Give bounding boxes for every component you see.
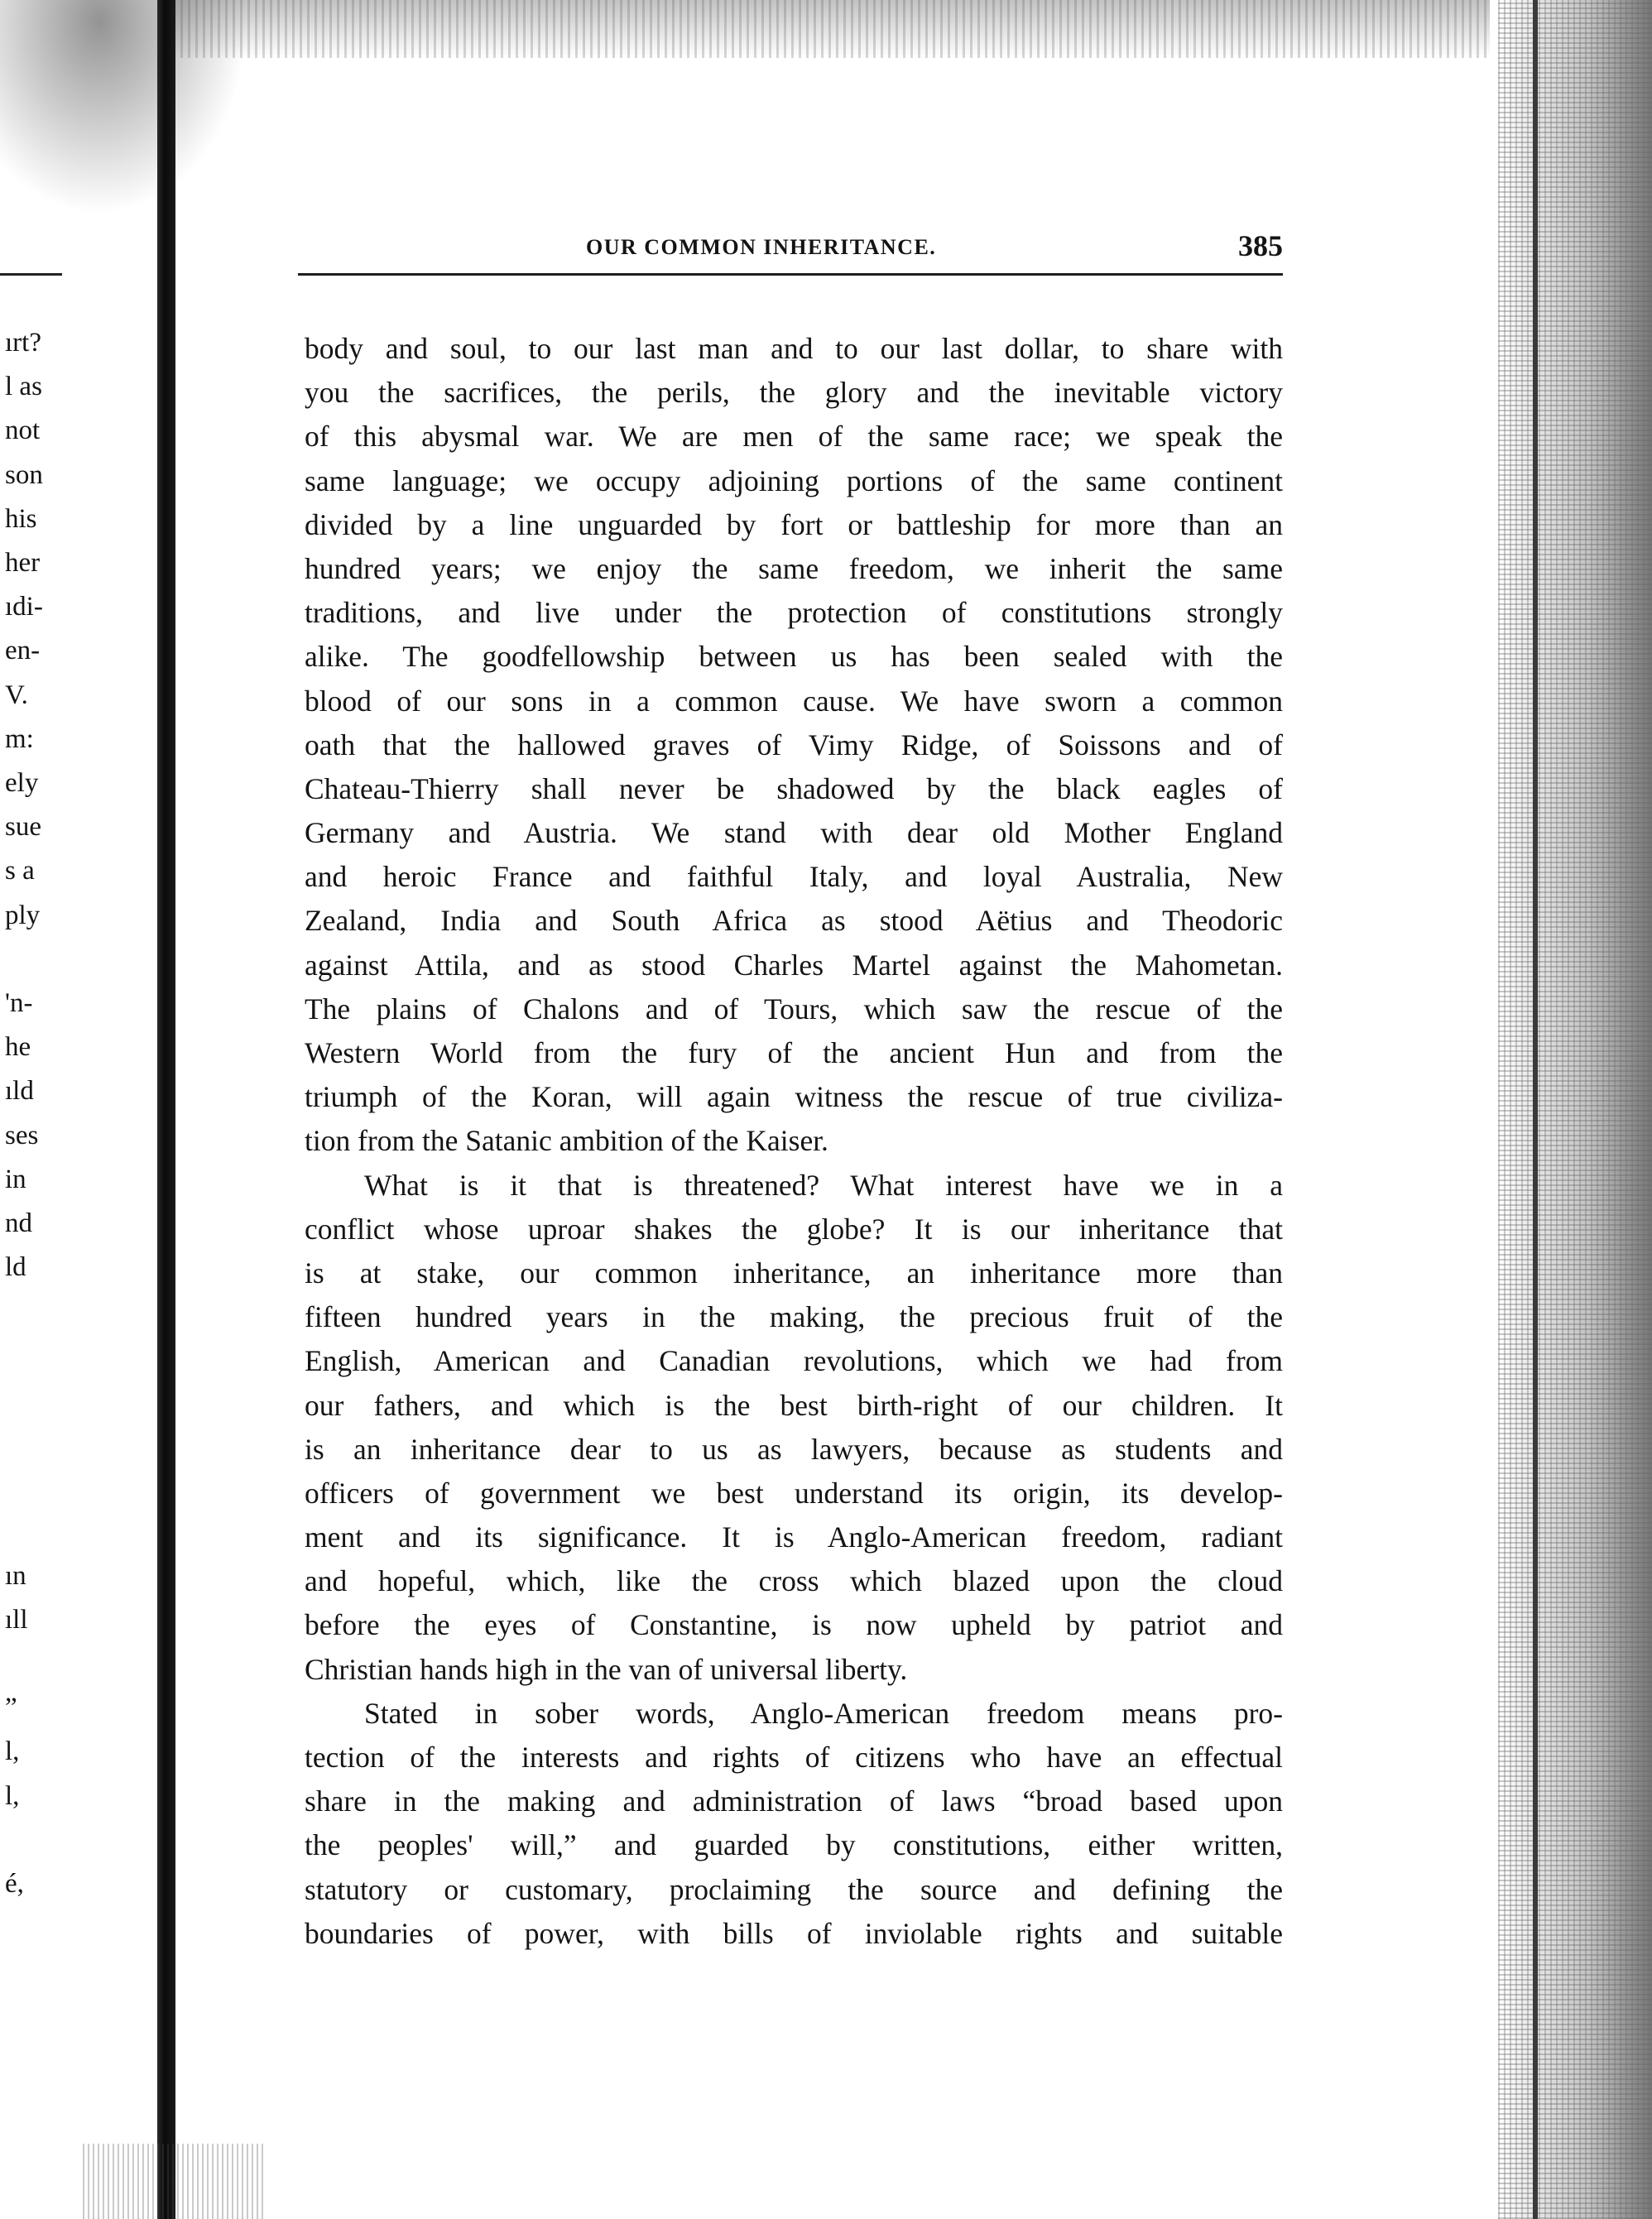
text-line: and heroic France and faithful Italy, and loyal Australia, New — [305, 860, 1283, 894]
facing-page-fragment: ses — [5, 1120, 39, 1150]
facing-page-fragment: l, — [5, 1780, 20, 1811]
facing-page-fragment: 'n- — [5, 988, 33, 1018]
facing-page-fragment: V. — [5, 680, 28, 710]
facing-page-rule — [0, 273, 62, 276]
facing-page-fragment: her — [5, 548, 41, 578]
facing-page-fragment: l, — [5, 1736, 20, 1767]
text-line: before the eyes of Constantine, is now upheld by patriot and — [305, 1608, 1283, 1642]
text-line: share in the making and administration of laws “broad based upon — [305, 1784, 1283, 1818]
facing-page-fragment: nd — [5, 1208, 32, 1238]
running-title: OUR COMMON INHERITANCE. — [586, 235, 937, 259]
text-line: the peoples' will,” and guarded by constitutions, either written, — [305, 1828, 1283, 1862]
text-line: Chateau-Thierry shall never be shadowed by the black eagles of — [305, 771, 1283, 805]
text-line: oath that the hallowed graves of Vimy Ridge, of Soissons and of — [305, 728, 1283, 761]
text-line: ment and its significance. It is Anglo-American freedom, radiant — [305, 1520, 1283, 1554]
facing-page-fragment: ıdi- — [5, 592, 43, 622]
scan-edge-line — [1533, 0, 1538, 2219]
facing-page-fragment: sue — [5, 812, 41, 843]
text-line: traditions, and live under the protection of constitutions strongly — [305, 596, 1283, 630]
text-line: The plains of Chalons and of Tours, which saw the rescue of the — [305, 992, 1283, 1025]
text-line: Western World from the fury of the ancient Hun and from the — [305, 1036, 1283, 1069]
facing-page-fragment: in — [5, 1164, 26, 1194]
facing-page-fragment: m: — [5, 723, 34, 754]
text-line: is at stake, our common inheritance, an inheritance more than — [305, 1256, 1283, 1290]
text-line: Stated in sober words, Anglo-American freedom means pro- — [364, 1696, 1283, 1730]
scan-noise-top — [166, 0, 1490, 58]
facing-page-fragment: é, — [5, 1869, 24, 1899]
text-line: officers of government we best understand its origin, its develop- — [305, 1476, 1283, 1510]
header-rule — [298, 273, 1283, 276]
text-line: you the sacrifices, the perils, the glory and the inevitable victory — [305, 376, 1283, 410]
facing-page-fragment: son — [5, 459, 43, 490]
text-line: our fathers, and which is the best birth-right of our children. It — [305, 1388, 1283, 1422]
text-line: conflict whose uproar shakes the globe? It is our inheritance that — [305, 1212, 1283, 1246]
text-line: Christian hands high in the van of universal liberty. — [305, 1652, 908, 1686]
facing-page-fragment: ” — [5, 1693, 17, 1723]
facing-page-fragment: ely — [5, 768, 39, 798]
text-line: boundaries of power, with bills of inviolable rights and suitable — [305, 1916, 1283, 1950]
facing-page-fragment: s a — [5, 856, 35, 886]
body-text — [305, 327, 1283, 1956]
page-header — [298, 228, 1283, 270]
facing-page-fragment: ply — [5, 900, 41, 930]
text-line: is an inheritance dear to us as lawyers, because as students and — [305, 1432, 1283, 1466]
facing-page-fragment: l as — [5, 372, 42, 402]
facing-page-fragment: ın — [5, 1560, 26, 1591]
text-line: fifteen hundred years in the making, the precious fruit of the — [305, 1300, 1283, 1334]
facing-page-fragment: his — [5, 503, 37, 534]
facing-page-fragment: ld — [5, 1252, 26, 1283]
text-line: tection of the interests and rights of citizens who have an effectual — [305, 1741, 1283, 1774]
paragraph — [305, 1164, 1283, 1692]
paragraph — [305, 327, 1283, 1164]
text-line: blood of our sons in a common cause. We have sworn a common — [305, 684, 1283, 718]
text-line: triumph of the Koran, will again witness the rescue of true civiliza- — [305, 1080, 1283, 1114]
facing-page-fragment: ıll — [5, 1604, 28, 1635]
text-line: alike. The goodfellowship between us has been sealed with the — [305, 640, 1283, 674]
text-line: of this abysmal war. We are men of the same race; we speak the — [305, 420, 1283, 454]
text-line: Germany and Austria. We stand with dear old Mother England — [305, 816, 1283, 850]
facing-page-fragment: he — [5, 1032, 31, 1063]
text-line: same language; we occupy adjoining portions of the same continent — [305, 463, 1283, 497]
text-line: English, American and Canadian revolutions, which we had from — [305, 1344, 1283, 1378]
facing-page-fragment: not — [5, 415, 41, 446]
paragraph — [305, 1692, 1283, 1956]
facing-page-fragment: en- — [5, 636, 41, 666]
text-line: Zealand, India and South Africa as stood Aëtius and Theodoric — [305, 904, 1283, 938]
page-number: 385 — [1238, 229, 1283, 262]
text-line: hundred years; we enjoy the same freedom, we inherit the same — [305, 551, 1283, 585]
text-line: against Attila, and as stood Charles Martel against the Mahometan. — [305, 948, 1283, 982]
text-line: statutory or customary, proclaiming the source and defining the — [305, 1872, 1283, 1906]
book-gutter — [157, 0, 175, 2219]
text-line: divided by a line unguarded by fort or battleship for more than an — [305, 507, 1283, 541]
text-line: What is it that is threatened? What interest have we in a — [364, 1168, 1283, 1202]
scan-page-edge-right — [1498, 0, 1652, 2219]
facing-page-fragment: ırt? — [5, 328, 41, 358]
facing-page-fragment: ıld — [5, 1076, 34, 1107]
text-line: body and soul, to our last man and to our last dollar, to share with — [305, 332, 1283, 365]
scan-noise-bottom — [83, 2144, 265, 2219]
text-line: and hopeful, which, like the cross which blazed upon the cloud — [305, 1564, 1283, 1598]
text-line: tion from the Satanic ambition of the Kaiser. — [305, 1124, 828, 1158]
